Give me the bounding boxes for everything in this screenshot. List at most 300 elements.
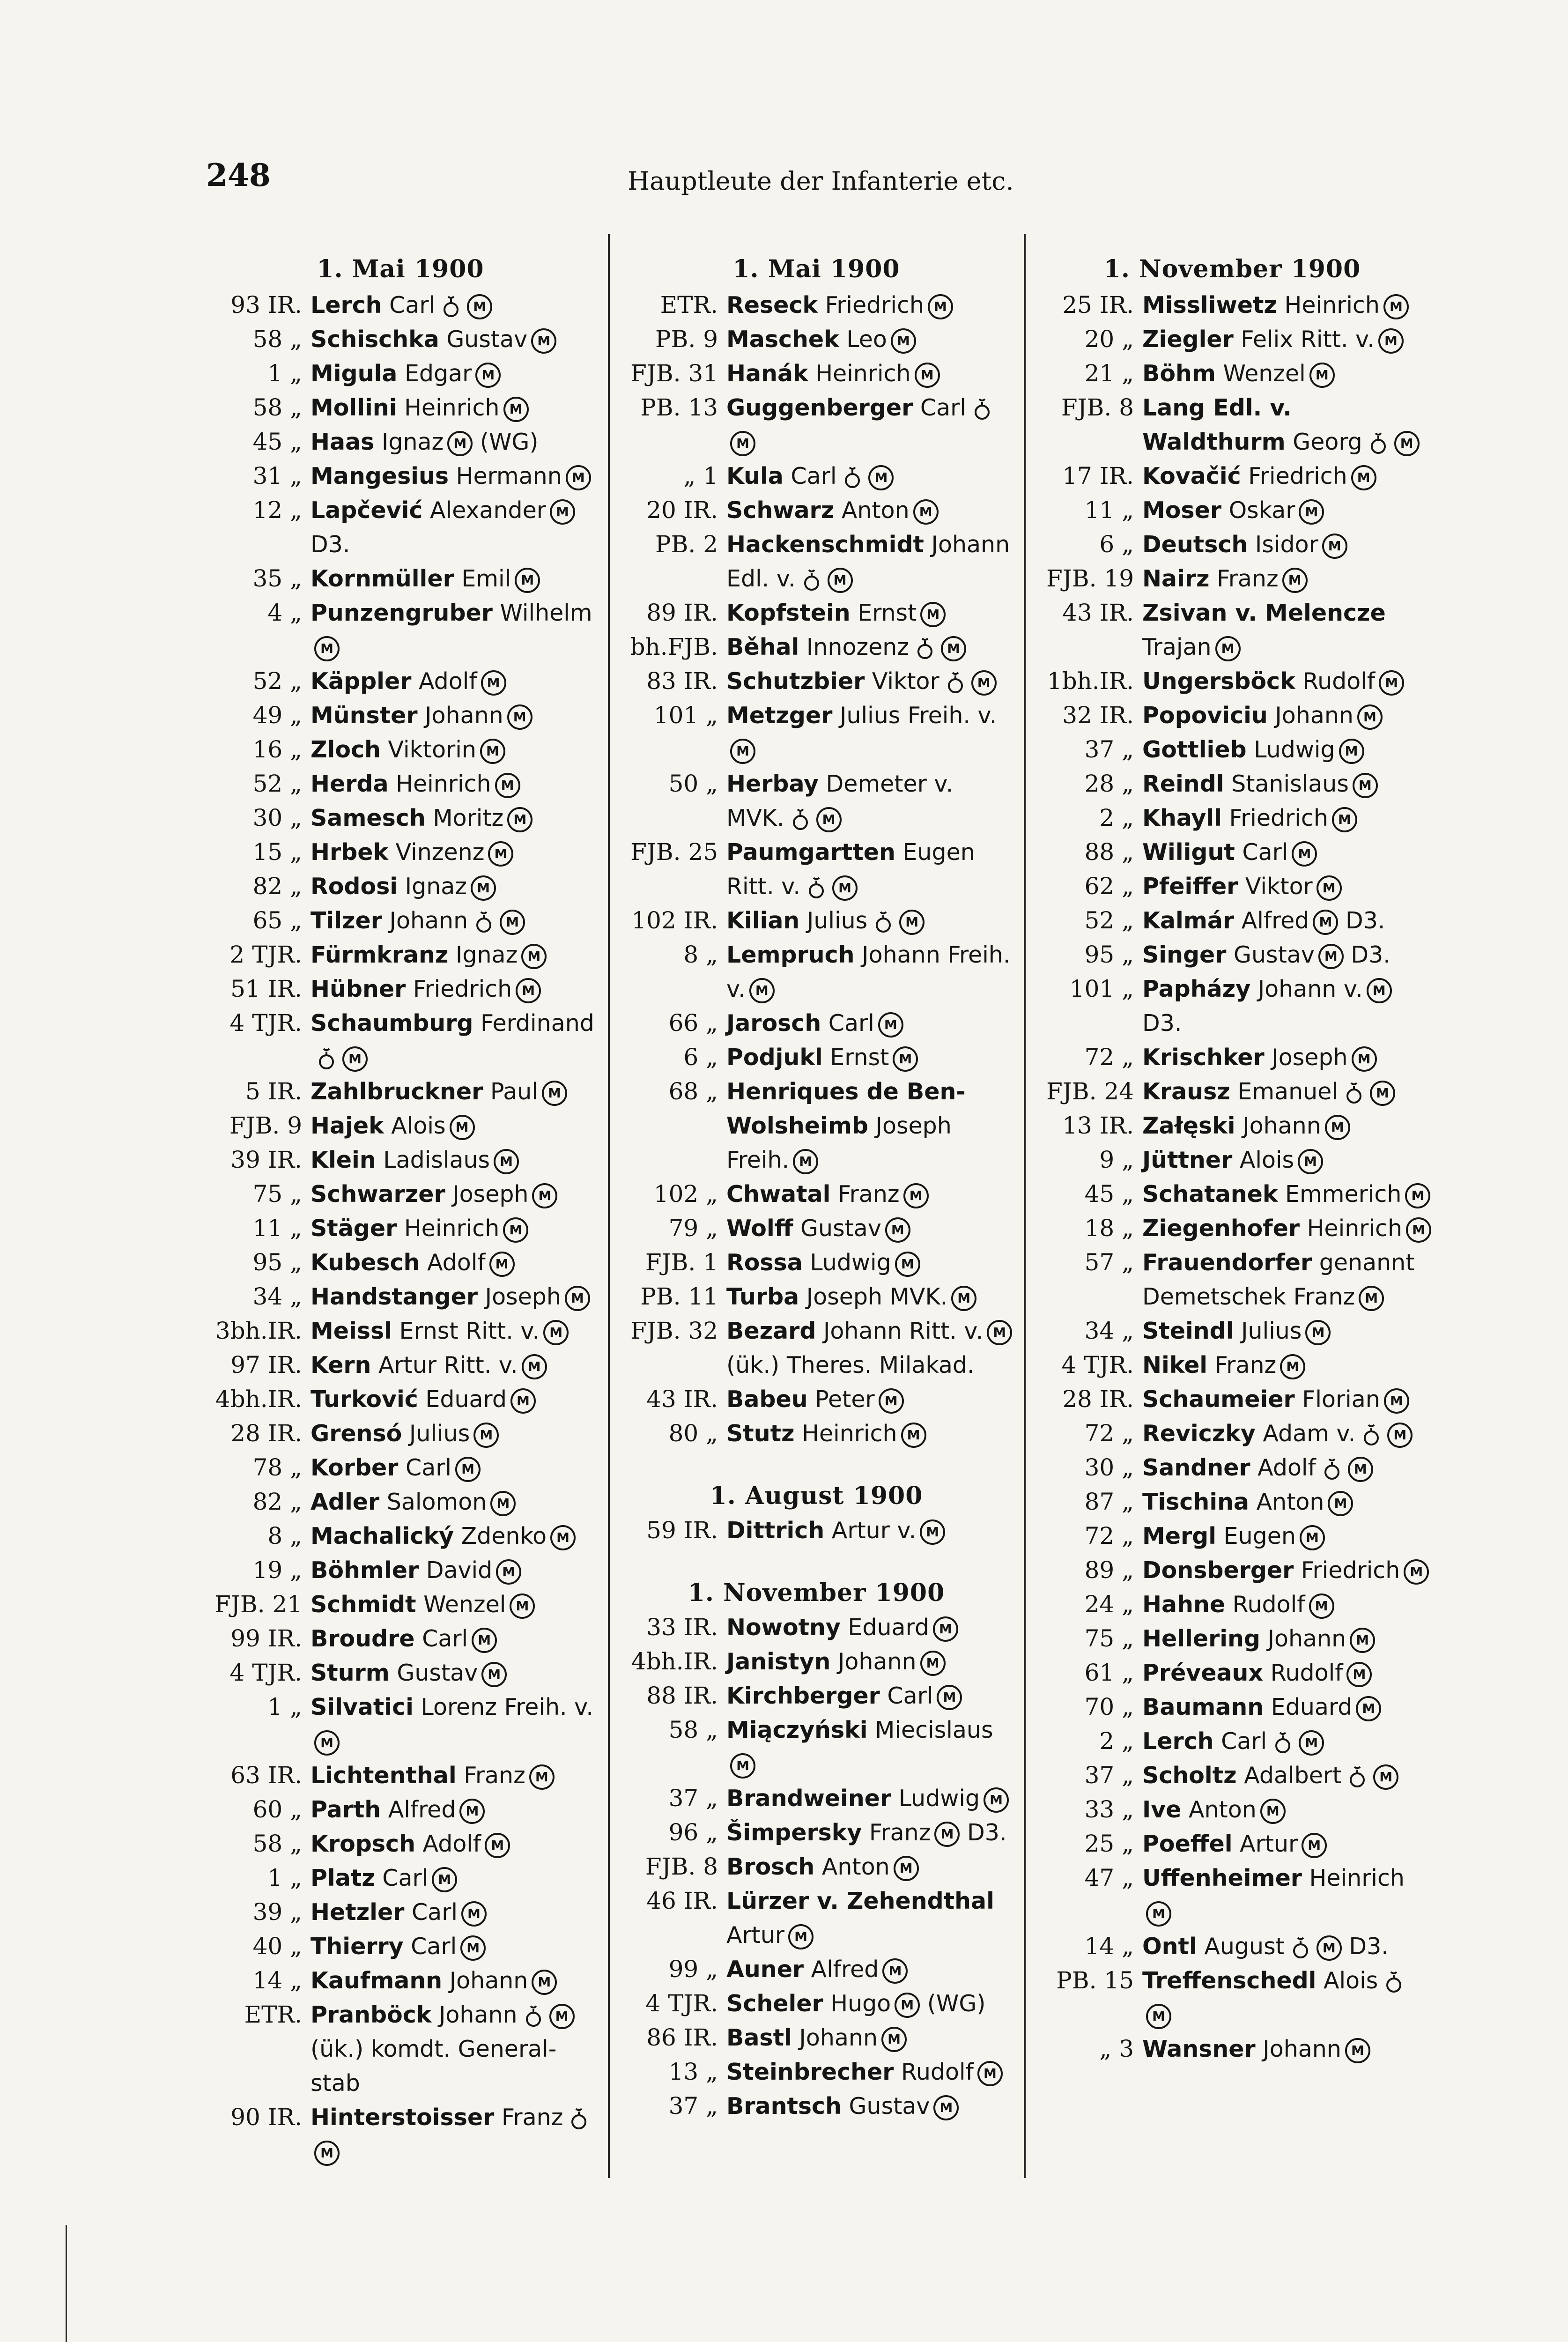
- unit-label: 12 „: [252, 497, 302, 524]
- officer-name: [1142, 1587, 1431, 1622]
- officer-name: [1142, 1314, 1431, 1348]
- m-medal-icon: M: [920, 1519, 945, 1545]
- m-medal-icon: M: [1300, 1525, 1325, 1550]
- unit-label: ETR.: [660, 291, 718, 319]
- m-medal-icon: M: [1350, 1628, 1375, 1653]
- surname: Hrbek: [311, 839, 389, 866]
- surname: Chwatal: [726, 1181, 831, 1208]
- m-medal-icon: M: [472, 1628, 497, 1653]
- given-name: Adolf: [411, 668, 477, 695]
- given-name: Zdenko: [454, 1523, 547, 1549]
- given-name: Anton: [1249, 1489, 1324, 1515]
- m-medal-icon: M: [1317, 1935, 1342, 1961]
- given-name: Ernst Ritt. v.: [392, 1318, 540, 1344]
- unit-label: FJB. 24: [1046, 1078, 1134, 1105]
- surname: Pranböck: [311, 2001, 432, 2028]
- unit-label: 61 „: [1084, 1659, 1134, 1686]
- given-name: Alois: [1316, 1967, 1378, 1994]
- m-medal-icon: M: [1292, 841, 1317, 867]
- unit-label: 75 „: [1084, 1625, 1134, 1652]
- unit-label: 62 „: [1084, 873, 1134, 900]
- officer-name: [311, 835, 599, 869]
- given-name: Joseph: [478, 1283, 561, 1310]
- officer-name: [311, 1075, 599, 1109]
- list-item: [617, 1713, 1015, 1781]
- list-item: [617, 596, 1015, 630]
- given-name: Eugen Ritt. v.: [726, 839, 975, 900]
- list-item: [617, 2021, 1015, 2055]
- m-medal-icon: M: [432, 1867, 457, 1892]
- surname: Běhal: [726, 634, 799, 660]
- list-item: [201, 1929, 599, 1964]
- officer-name: [311, 1143, 599, 1177]
- m-medal-icon: M: [1322, 534, 1347, 559]
- officer-name: [311, 1416, 599, 1451]
- m-medal-icon: M: [1348, 1457, 1373, 1482]
- m-medal-icon: M: [933, 1616, 958, 1642]
- unit-label: 63 IR.: [230, 1762, 302, 1789]
- unit-label: 43 IR.: [646, 1386, 718, 1413]
- given-name: Ludwig: [802, 1249, 891, 1276]
- column-2: [617, 251, 1015, 2123]
- unit-label: 102 „: [653, 1180, 718, 1208]
- officer-name: [311, 1348, 599, 1382]
- m-medal-icon: M: [788, 1924, 814, 1949]
- annotation: (WG): [473, 429, 539, 455]
- unit-label: 72 „: [1084, 1044, 1134, 1071]
- m-medal-icon: M: [1339, 739, 1364, 764]
- officer-name: [1142, 391, 1431, 459]
- surname: Schmidt: [311, 1591, 416, 1618]
- officer-name: [1142, 322, 1431, 356]
- unit-label: 11 „: [1084, 497, 1134, 524]
- given-name: Johann: [830, 1648, 917, 1675]
- given-name: Rudolf: [1295, 668, 1376, 695]
- m-medal-icon: M: [1383, 294, 1409, 319]
- list-item: [617, 1513, 1015, 1548]
- officer-name: [726, 1713, 1015, 1781]
- m-medal-icon: M: [455, 1457, 481, 1482]
- officer-name: [1142, 1382, 1431, 1416]
- officer-name: [726, 1245, 1015, 1280]
- officer-name: [726, 1850, 1015, 1884]
- given-name: Heinrich: [397, 1215, 500, 1242]
- surname: Auner: [726, 1956, 804, 1983]
- given-name: Carl: [1213, 1728, 1267, 1755]
- page-number: 248: [206, 157, 271, 193]
- given-name: Franz: [1207, 1352, 1277, 1379]
- m-medal-icon: M: [1328, 1491, 1353, 1516]
- officer-name: [726, 2089, 1015, 2123]
- officer-name: [1142, 1451, 1431, 1485]
- unit-label: 45 „: [252, 428, 302, 455]
- list-item: [1033, 288, 1431, 322]
- given-name: Adolf: [415, 1831, 481, 1857]
- annotation: D3.: [1341, 1933, 1389, 1960]
- unit-label: 66 „: [668, 1009, 718, 1037]
- entry-list: [201, 288, 599, 2169]
- unit-label: 18 „: [1084, 1215, 1134, 1242]
- m-medal-icon: M: [885, 1217, 910, 1243]
- list-item: [1033, 869, 1431, 904]
- m-medal-icon: M: [550, 1525, 576, 1550]
- page-header: [206, 157, 1474, 199]
- list-item: [201, 1211, 599, 1245]
- surname: Kropsch: [311, 1831, 415, 1857]
- given-name: Friedrich: [1241, 463, 1347, 489]
- surname: Lerch: [311, 292, 382, 319]
- given-name: Heinrich: [808, 360, 911, 387]
- order-ring-icon: [840, 466, 865, 490]
- surname: Schaumburg: [311, 1010, 473, 1037]
- unit-label: 1 „: [267, 1864, 302, 1891]
- officer-name: [311, 1485, 599, 1519]
- surname: Henriques de Ben-Wolsheimb: [726, 1078, 966, 1139]
- given-name: Johann: [791, 2024, 878, 2051]
- officer-name: [311, 322, 599, 356]
- given-name: Hugo: [823, 1990, 891, 2017]
- order-ring-icon: [472, 910, 496, 934]
- officer-name: [311, 1245, 599, 1280]
- m-medal-icon: M: [473, 1423, 499, 1448]
- list-item: [201, 904, 599, 938]
- list-item: [617, 1645, 1015, 1679]
- m-medal-icon: M: [521, 944, 547, 969]
- officer-name: [1142, 1485, 1431, 1519]
- m-medal-icon: M: [1352, 1046, 1377, 1072]
- m-medal-icon: M: [1394, 431, 1420, 456]
- unit-label: 34 „: [1084, 1317, 1134, 1344]
- unit-label: 78 „: [252, 1454, 302, 1481]
- unit-label: 31 „: [252, 462, 302, 489]
- given-name: Rudolf: [894, 2059, 974, 2085]
- surname: Punzengruber: [311, 600, 493, 626]
- unit-label: „ 1: [683, 462, 718, 489]
- list-item: [617, 356, 1015, 391]
- given-name: Anton: [1181, 1796, 1257, 1823]
- officer-name: [726, 1884, 1015, 1952]
- given-name: August: [1197, 1933, 1285, 1960]
- surname: Nairz: [1142, 565, 1210, 592]
- given-name: Wenzel: [416, 1591, 506, 1618]
- given-name: Carl: [1235, 839, 1288, 866]
- list-item: [617, 1610, 1015, 1645]
- given-name: Wenzel: [1215, 360, 1306, 387]
- given-name: Florian: [1294, 1386, 1380, 1413]
- list-item: [617, 664, 1015, 698]
- given-name: Julius: [799, 907, 868, 934]
- list-item: [201, 1622, 599, 1656]
- given-name: Salomon: [379, 1489, 487, 1515]
- given-name: Carl: [414, 1625, 468, 1652]
- list-item: [1033, 1690, 1431, 1724]
- m-medal-icon: M: [951, 1286, 976, 1311]
- order-ring-icon: [970, 397, 994, 422]
- list-item: [201, 972, 599, 1006]
- unit-label: 30 „: [1084, 1454, 1134, 1481]
- officer-name: [311, 1929, 599, 1964]
- section-heading: 1. August 1900: [710, 1482, 923, 1510]
- given-name: Ignaz: [448, 941, 518, 968]
- unit-label: 33 IR.: [646, 1614, 718, 1641]
- surname: Kula: [726, 463, 784, 489]
- surname: Lürzer v. Zehendthal: [726, 1888, 994, 1914]
- officer-name: [726, 1177, 1015, 1211]
- surname: Mangesius: [311, 463, 449, 489]
- list-item: [617, 1986, 1015, 2021]
- officer-name: [311, 562, 599, 596]
- m-medal-icon: M: [899, 910, 925, 935]
- given-name: Carl: [403, 1933, 457, 1960]
- given-name: Gustav: [439, 326, 528, 353]
- given-name: Gustav: [1226, 941, 1315, 968]
- list-item: [201, 1006, 599, 1075]
- given-name: Innozenz: [799, 634, 910, 660]
- surname: Kovačić: [1142, 463, 1241, 489]
- entry-list: [617, 1513, 1015, 1548]
- unit-label: 82 „: [252, 1488, 302, 1515]
- officer-name: [311, 1451, 599, 1485]
- given-name: Johann: [382, 907, 468, 934]
- officer-name: [726, 835, 1015, 904]
- annotation: D3.: [1343, 941, 1390, 968]
- surname: Klein: [311, 1147, 376, 1173]
- unit-label: 79 „: [668, 1215, 718, 1242]
- unit-label: 28 IR.: [230, 1420, 302, 1447]
- list-item: [201, 288, 599, 322]
- m-medal-icon: M: [1370, 1081, 1395, 1106]
- list-item: [1033, 1758, 1431, 1793]
- surname: Brantsch: [726, 2093, 842, 2120]
- given-name: Julius: [1234, 1318, 1302, 1344]
- m-medal-icon: M: [566, 465, 591, 490]
- officer-name: [311, 1177, 599, 1211]
- list-item: [1033, 835, 1431, 869]
- m-medal-icon: M: [832, 875, 858, 901]
- m-medal-icon: M: [450, 1115, 475, 1140]
- list-item: [201, 1758, 599, 1793]
- m-medal-icon: M: [1359, 1286, 1384, 1311]
- officer-name: [311, 1109, 599, 1143]
- unit-label: 60 „: [252, 1796, 302, 1823]
- unit-label: 37 „: [1084, 1762, 1134, 1789]
- given-name: Joseph: [1264, 1044, 1348, 1071]
- list-item: [1033, 1143, 1431, 1177]
- order-ring-icon: [1382, 1970, 1406, 1994]
- officer-name: [1142, 562, 1431, 596]
- list-item: [617, 1416, 1015, 1451]
- list-item: [1033, 1553, 1431, 1587]
- officer-name: [1142, 1724, 1431, 1758]
- surname: Uffenheimer: [1142, 1865, 1302, 1891]
- surname: Bastl: [726, 2024, 792, 2051]
- surname: Zloch: [311, 736, 381, 763]
- officer-name: [726, 1645, 1015, 1679]
- unit-label: 2 „: [1099, 804, 1134, 831]
- list-item: [1033, 562, 1431, 596]
- unit-label: 33 „: [1084, 1796, 1134, 1823]
- m-medal-icon: M: [510, 1388, 536, 1414]
- list-item: [617, 2055, 1015, 2089]
- annotation: (ük.) komdt. General-stab: [311, 2036, 557, 2097]
- m-medal-icon: M: [1378, 328, 1404, 354]
- m-medal-icon: M: [1299, 499, 1324, 525]
- unit-label: 37 „: [668, 2092, 718, 2120]
- unit-label: 30 „: [252, 804, 302, 831]
- list-item: [201, 835, 599, 869]
- given-name: Ignaz: [398, 873, 467, 900]
- list-item: [617, 1245, 1015, 1280]
- unit-label: 97 IR.: [230, 1351, 302, 1379]
- officer-name: [311, 1622, 599, 1656]
- officer-name: [311, 1758, 599, 1793]
- column-heading: 1. Mai 1900: [317, 255, 484, 283]
- surname: Lerch: [1142, 1728, 1214, 1755]
- officer-name: [311, 493, 599, 562]
- list-item: [201, 459, 599, 493]
- list-item: [1033, 596, 1431, 664]
- surname: Schischka: [311, 326, 439, 353]
- officer-name: [726, 767, 1015, 835]
- surname: Załęski: [1142, 1112, 1235, 1139]
- given-name: Franz: [862, 1819, 931, 1846]
- surname: Kaufmann: [311, 1967, 443, 1994]
- m-medal-icon: M: [496, 1559, 521, 1585]
- surname: Zahlbruckner: [311, 1078, 483, 1105]
- column-divider: [608, 234, 610, 2178]
- officer-name: [1142, 1109, 1431, 1143]
- unit-label: FJB. 1: [645, 1249, 718, 1276]
- unit-label: 8 „: [267, 1522, 302, 1549]
- unit-label: 52 „: [252, 770, 302, 797]
- given-name: Ernst: [850, 600, 917, 626]
- unit-label: 99 „: [668, 1956, 718, 1983]
- list-item: [1033, 1382, 1431, 1416]
- list-item: [201, 733, 599, 767]
- unit-label: 96 „: [668, 1819, 718, 1846]
- list-item: [1033, 767, 1431, 801]
- officer-name: [1142, 1827, 1431, 1861]
- officer-name: [726, 1952, 1015, 1986]
- list-item: [617, 2089, 1015, 2123]
- surname: Turba: [726, 1283, 799, 1310]
- column-heading: 1. November 1900: [1103, 255, 1361, 283]
- officer-name: [1142, 1245, 1431, 1314]
- officer-name: [1142, 1075, 1431, 1109]
- unit-label: 25 „: [1084, 1830, 1134, 1857]
- m-medal-icon: M: [1406, 1217, 1431, 1243]
- surname: Zsivan v. Melencze: [1142, 600, 1386, 626]
- surname: Hajek: [311, 1112, 384, 1139]
- list-item: [1033, 1861, 1431, 1929]
- unit-label: 47 „: [1084, 1864, 1134, 1891]
- unit-label: 52 „: [252, 667, 302, 695]
- officer-name: [1142, 1656, 1431, 1690]
- list-item: [201, 1075, 599, 1109]
- m-medal-icon: M: [1325, 1115, 1350, 1140]
- unit-label: PB. 11: [640, 1283, 718, 1310]
- officer-name: [311, 904, 599, 938]
- surname: Migula: [311, 360, 398, 387]
- officer-name: [311, 1553, 599, 1587]
- officer-name: [1142, 904, 1431, 938]
- officer-name: [311, 288, 599, 322]
- unit-label: 28 IR.: [1062, 1386, 1134, 1413]
- surname: Lichtenthal: [311, 1762, 457, 1789]
- m-medal-icon: M: [977, 2061, 1003, 2086]
- m-medal-icon: M: [515, 568, 540, 593]
- officer-name: [311, 2100, 599, 2169]
- m-medal-icon: M: [1384, 1388, 1409, 1414]
- list-item: [1033, 322, 1431, 356]
- m-medal-icon: M: [915, 363, 940, 388]
- order-ring-icon: [1359, 1423, 1383, 1447]
- m-medal-icon: M: [532, 1183, 557, 1208]
- surname: Hackenschmidt: [726, 531, 924, 558]
- m-medal-icon: M: [894, 1856, 919, 1881]
- list-item: [617, 1382, 1015, 1416]
- given-name: Emmerich: [1278, 1181, 1402, 1208]
- order-ring-icon: [567, 2107, 591, 2131]
- m-medal-icon: M: [1367, 978, 1392, 1003]
- unit-label: 82 „: [252, 873, 302, 900]
- list-item: [617, 1211, 1015, 1245]
- list-item: [617, 322, 1015, 356]
- unit-label: 6 „: [1099, 531, 1134, 558]
- officer-name: [311, 1861, 599, 1895]
- given-name: Johann: [442, 1967, 528, 1994]
- list-item: [1033, 1075, 1431, 1109]
- list-item: [617, 1280, 1015, 1314]
- m-medal-icon: M: [891, 328, 916, 354]
- surname: Grensó: [311, 1420, 402, 1447]
- unit-label: 40 „: [252, 1933, 302, 1960]
- surname: Lapčević: [311, 497, 423, 524]
- given-name: Vinzenz: [388, 839, 485, 866]
- entry-list: [1033, 288, 1431, 2066]
- surname: Kalmár: [1142, 907, 1235, 934]
- m-medal-icon: M: [1302, 1833, 1327, 1858]
- unit-label: 20 „: [1084, 326, 1134, 353]
- m-medal-icon: M: [937, 1685, 962, 1710]
- m-medal-icon: M: [489, 1252, 515, 1277]
- officer-name: [726, 527, 1015, 596]
- surname: Jarosch: [726, 1010, 821, 1037]
- officer-name: [1142, 1793, 1431, 1827]
- unit-label: 4 TJR.: [1061, 1351, 1134, 1379]
- officer-name: [311, 356, 599, 391]
- officer-name: [311, 459, 599, 493]
- list-item: [201, 1895, 599, 1929]
- officer-name: [1142, 1929, 1431, 1964]
- list-item: [1033, 1109, 1431, 1143]
- surname: Tischina: [1142, 1489, 1250, 1515]
- given-name: Artur Ritt. v.: [371, 1352, 518, 1379]
- surname: Silvatici: [311, 1694, 414, 1720]
- surname: Samesch: [311, 805, 426, 831]
- list-item: [201, 493, 599, 562]
- surname: Fürmkranz: [311, 941, 449, 968]
- given-name: Felix Ritt. v.: [1233, 326, 1375, 353]
- officer-name: [726, 322, 1015, 356]
- list-item: [617, 938, 1015, 1006]
- officer-name: [726, 1679, 1015, 1713]
- officer-name: [1142, 1177, 1431, 1211]
- unit-label: 4 TJR.: [645, 1990, 718, 2017]
- list-item: [1033, 1622, 1431, 1656]
- entry-list: [617, 288, 1015, 1451]
- surname: Lang Edl. v. Waldthurm: [1142, 394, 1292, 455]
